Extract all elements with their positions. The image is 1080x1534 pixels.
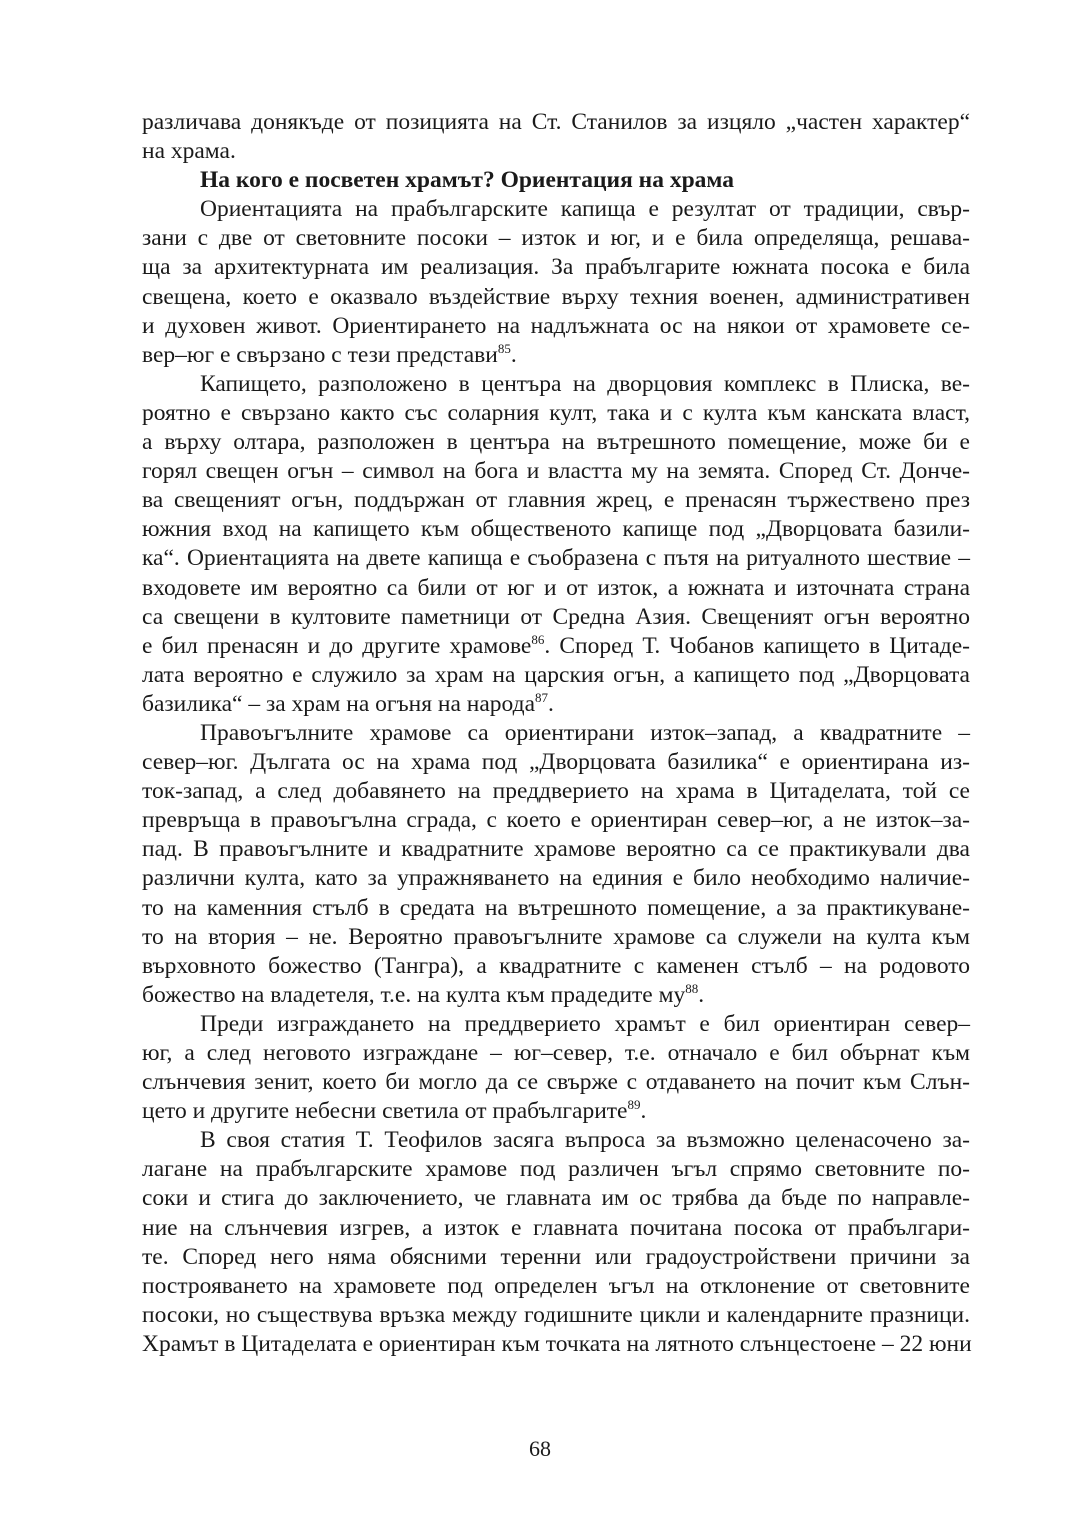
text-line: то на каменния стълб в средата на вътрешното помещение, а за практикуване- [142, 894, 970, 921]
footnote-ref-87: 87 [535, 689, 549, 705]
section-heading: На кого е посветен храмът? Ориентация на храма [200, 167, 735, 194]
page-body [142, 108, 970, 1359]
text-line: зани с две от световните посоки – изток и юг, и е била определяща, решава- [142, 225, 970, 252]
text-fragment: вер–юг е свързано с тези представи [142, 341, 498, 368]
text-line: ток-запад, а след добавянето на преддверието на храма в Цитаделата, той се [142, 778, 970, 805]
text-line: ва свещеният огън, поддържан от главния жрец, е пренасян тържествено през [142, 487, 970, 514]
text-fragment: е бил пренасян и до другите храмове [142, 632, 532, 659]
text-line: пад. В правоъгълните и квадратните храмове вероятно са се практикували два [142, 836, 970, 863]
text-line: то на втория – не. Вероятно правоъгълните храмове са служели на култа към [142, 923, 970, 950]
text-line: вер–юг е свързано с тези представи$^{85}$. [142, 340, 517, 368]
text-line: горял свещен огън – символ на бога и властта му на земята. Според Ст. Донче- [142, 458, 970, 485]
text-line: на храма. [142, 138, 236, 165]
text-line: божество на владетеля, т.е. на култа към прадедите $му^{88}$. [142, 980, 705, 1008]
text-line: а върху олтара, разположен в центъра на вътрешното помещение, може би е [142, 429, 970, 456]
text-line: свещена, което е оказвало въздействие върху техния военен, административен [142, 283, 970, 310]
text-line: лата вероятно е служило за храм на царския огън, а капището под „Дворцовата [142, 661, 970, 688]
text-line: Правоъгълните храмове са ориентирани изток–запад, а квадратните – [200, 719, 970, 746]
text-line: Ориентацията на прабългарските капища е резултат от традиции, свър- [200, 196, 970, 223]
footnote-ref-89: 89 [627, 1097, 641, 1113]
text-line: Преди изграждането на преддверието храмът е бил ориентиран север– [200, 1010, 970, 1037]
text-line: те. Според него няма обясними теренни или градоустройствени причини за [142, 1243, 970, 1270]
text-line: В своя статия Т. Теофилов засяга въпроса за възможно целенасочено за- [200, 1127, 970, 1154]
text-line: различава донякъде от позицията на Ст. Станилов за изцяло „частен характер“ [142, 109, 970, 135]
text-line: построяването на храмовете под определен ъгъл на отклонение от световните [142, 1272, 970, 1299]
text-line: посоки, но съществува връзка между годишните цикли и календарните празници. [142, 1301, 970, 1328]
main-text [142, 108, 970, 1359]
text-line: ние на слънчевия изгрев, а изток е главната почитана посока от прабългари- [142, 1214, 970, 1241]
text-fragment: базилика“ – за храм на огъня на народа [142, 690, 536, 717]
footnote-ref-85: 85 [497, 340, 511, 356]
text-line: южния вход на капището към общественото капище под „Дворцовата базили- [142, 516, 970, 543]
text-line [142, 632, 970, 661]
text-line: Капището, разположено в центъра на дворцовия комплекс в Плиска, ве- [200, 370, 970, 397]
footnote-ref-86: 86 [531, 631, 545, 647]
text-line: ка“. Ориентацията на двете капища е съобразена с пътя на ритуалното шествие – [142, 545, 970, 572]
text-line: превръща в правоъгълна сграда, с което е ориентиран север–юг, а не изток–за- [142, 807, 970, 834]
text-line: върховното божество (Тангра), а квадратните с каменен стълб – на родовото [142, 952, 970, 979]
text-line: базилика“ – за храм на огъня на народа$^{87}$. [142, 689, 554, 717]
text-line: цето и другите небесни светила от прабългарите$^{89}$. [142, 1097, 647, 1125]
text-line: лагане на прабългарските храмове под различен ъгъл спрямо световните по- [142, 1156, 970, 1183]
text-line: са свещени в култовите паметници от Средна Азия. Свещеният огън вероятно [142, 603, 970, 630]
text-line: входовете им вероятно са били от юг и от изток, а южната и източната страна [142, 574, 970, 601]
text-line: различни култа, като за упражняването на единия е било необходимо наличие- [142, 865, 970, 892]
text-fragment: . Според Т. Чобанов капището в Цитаде- [544, 632, 970, 659]
text-fragment: цето и другите небесни светила от прабългарите [142, 1098, 628, 1125]
page-number: 68 [529, 1436, 551, 1461]
text-fragment: божество на владетеля, т.е. на култа към прадедите му [142, 981, 686, 1008]
text-line: соки и стига до заключението, че главната им ос трябва да бъде по направле- [142, 1185, 970, 1212]
text-line: Храмът в Цитаделата е ориентиран към точката на лятното слънцестоене – 22 юни [142, 1330, 972, 1357]
text-line: и духовен живот. Ориентирането на надлъжната ос на някои от храмовете се- [142, 312, 970, 339]
text-line: ща за архитектурната им реализация. За прабългарите южната посока е била [142, 254, 970, 281]
text-line: роятно е свързано както със соларния култ, така и с култа към канската власт, [142, 399, 970, 426]
footnote-ref-88: 88 [685, 980, 699, 996]
text-line: юг, а след неговото изграждане – юг–север, т.е. отначало е бил обърнат към [142, 1040, 970, 1066]
text-line: слънчевия зенит, което би могло да се свърже с отдаването на почит към Слън- [142, 1069, 970, 1096]
text-line: север–юг. Дългата ос на храма под „Дворцовата базилика“ е ориентирана из- [142, 749, 970, 776]
